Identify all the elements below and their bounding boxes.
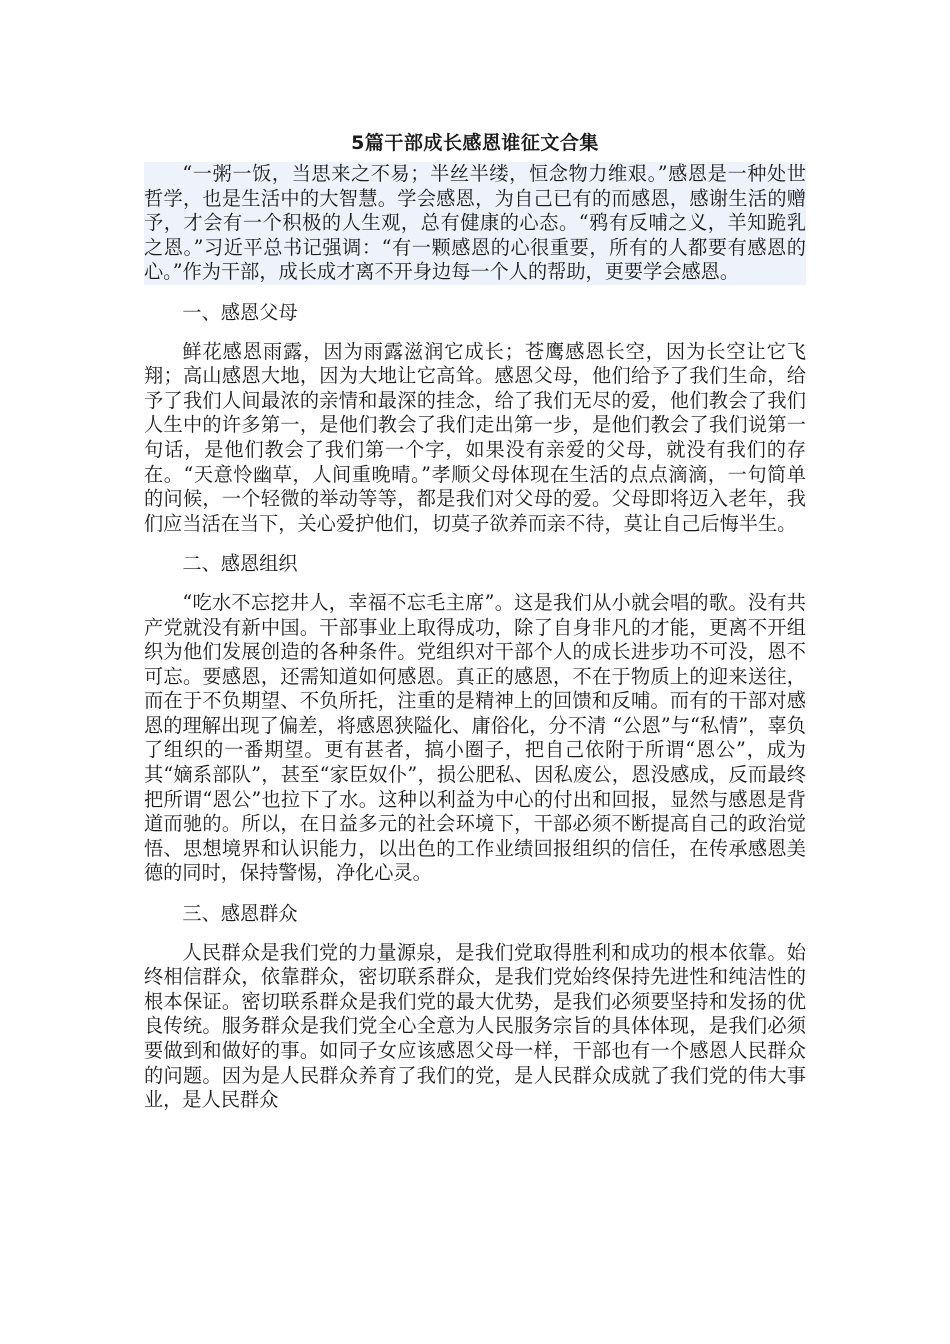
section-heading: 一、感恩父母 [182,300,298,324]
section-body: 鲜花感恩雨露，因为雨露滋润它成长；苍鹰感恩长空，因为长空让它飞翔；高山感恩大地，因为大地让它高耸。感恩父母，他们给予了我们生命，给予了我们人间最浓的亲情和最深的挂念，给了我们无尽的爱，他们教会了我们人生中的许多第一，是他们教会了我们走出第一步，是他们教会了我们说第一句话，是他们教会了我们第一个字，如果没有亲爱的父母，就没有我们的存在。“天意怜幽草，人间重晚晴。”孝顺父母体现在生活的点点滴滴，一句简单的问候，一个轻微的举动等等，都是我们对父母的爱。父母即将迈入老年，我们应当活在当下，关心爱护他们，切莫子欲养而亲不待，莫让自己后悔半生。 [144,339,806,535]
section-masses [144,902,806,1113]
section-organization [144,552,806,886]
section-parents [144,301,806,536]
document-content [144,130,806,1113]
intro-paragraph: “一粥一饭，当思来之不易；半丝半缕，恒念物力维艰。”感恩是一种处世哲学，也是生活中的大智慧。学会感恩，为自己已有的而感恩，感谢生活的赠予，才会有一个积极的人生观，总有健康的心态。“鸦有反哺之义，羊知跪乳之恩。”习近平总书记强调：“有一颗感恩的心很重要，所有的人都要有感恩的心。”作为干部，成长成才离不开身边每一个人的帮助，更要学会感恩。 [144,162,806,284]
section-heading: 二、感恩组织 [182,552,298,576]
section-body: 人民群众是我们党的力量源泉，是我们党取得胜利和成功的根本依靠。始终相信群众，依靠群众，密切联系群众，是我们党始终保持先进性和纯洁性的根本保证。密切联系群众是我们党的最大优势，是我们必须要坚持和发扬的优良传统。服务群众是我们党全心全意为人民服务宗旨的具体体现，是我们必须要做到和做好的事。如同子女应该感恩父母一样，干部也有一个感恩人民群众的问题。因为是人民群众养育了我们的党，是人民群众成就了我们党的伟大事业，是人民群众 [144,940,806,1112]
section-body: “吃水不忘挖井人，幸福不忘毛主席”。这是我们从小就会唱的歌。没有共产党就没有新中国。干部事业上取得成功，除了自身非凡的才能，更离不开组织为他们发展创造的各种条件。党组织对干部个人的成长进步功不可没，恩不可忘。要感恩，还需知道如何感恩。真正的感恩，不在于物质上的迎来送往，而在于不负期望、不负所托，注重的是精神上的回馈和反哺。而有的干部对感恩的理解出现了偏差，将感恩狭隘化、庸俗化，分不清 “公恩”与“私情”，辜负了组织的一番期望。更有甚者，搞小圈子，把自己依附于所谓“恩公”，成为其“嫡系部队”，甚至“家臣奴仆”，损公肥私、因私废公，恩没感成，反而最终把所谓“恩公”也拉下了水。这种以利益为中心的付出和回报，显然与感恩是背道而驰的。所以，在日益多元的社会环境下，干部必须不断提高自己的政治觉悟、思想境界和认识能力，以出色的工作业绩回报组织的信任，在传承感恩美德的同时，保持警惕，净化心灵。 [144,590,806,885]
document-title: 5篇干部成长感恩谁征文合集 [351,132,599,154]
section-heading: 三、感恩群众 [182,902,298,926]
